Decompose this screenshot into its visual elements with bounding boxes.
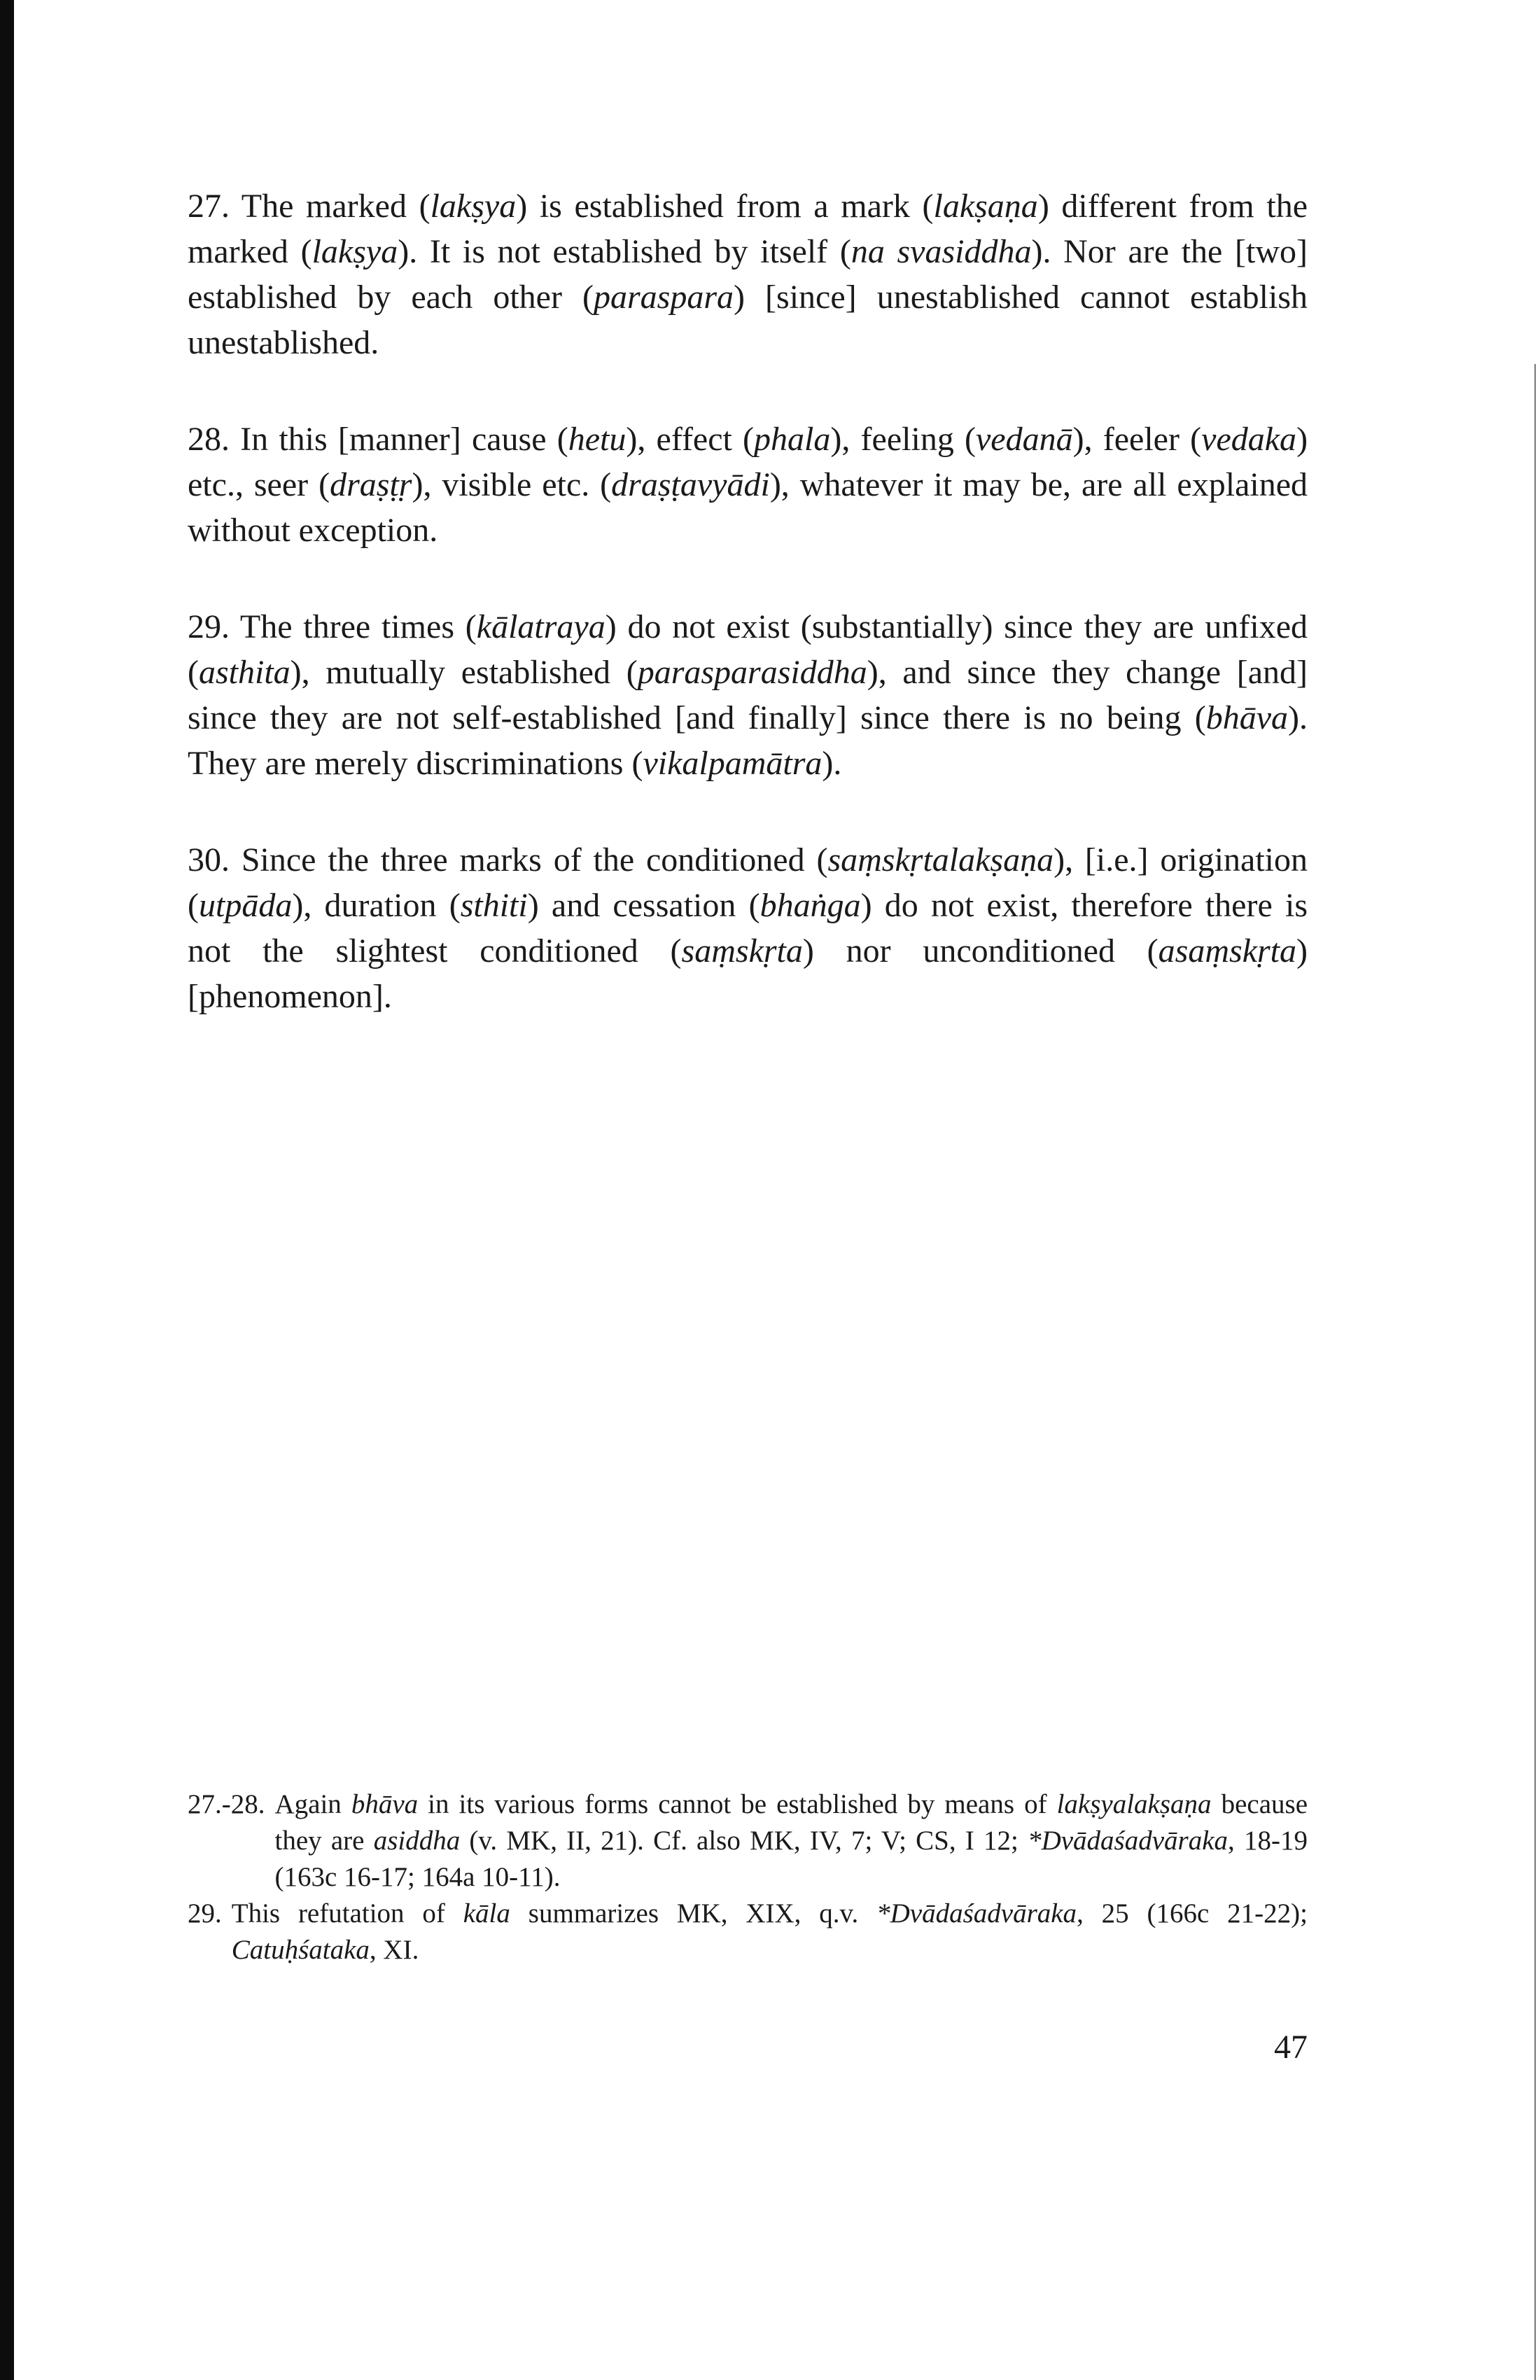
- verse-text: The three times (kālatraya) do not exist (substantially) since they are unfixed (asthita), mutually established (parasparasiddha), and since they change [and] since they are not self-established [and finally] since there is no being (bhāva). They are merely discriminations (vikalpamātra).: [188, 608, 1308, 782]
- footnote-text: This refutation of kāla summarizes MK, XIX, q.v. *Dvādaśadvāraka, 25 (166c 21-22); Catuḥśataka, XI.: [231, 1898, 1308, 1965]
- verse-27: [188, 183, 1308, 365]
- footnote-27-28: [188, 1786, 1308, 1896]
- footnote-number: 29.: [188, 1898, 222, 1928]
- footnote-29: [188, 1896, 1308, 1968]
- verse-text: Since the three marks of the conditioned (saṃskṛtalakṣaṇa), [i.e.] origination (utpāda), duration (sthiti) and cessation (bhaṅga) do not exist, therefore there is not the slightest conditioned (saṃskṛta) nor unconditioned (asaṃskṛta) [phenomenon].: [188, 841, 1308, 1015]
- scan-edge-shadow: [0, 0, 14, 2380]
- footnote-text: Again bhāva in its various forms cannot be established by means of lakṣyalakṣaṇa because they are asiddha (v. MK, II, 21). Cf. also MK, IV, 7; V; CS, I 12; *Dvādaśadvāraka, 18-19 (163c 16-17; 164a 10-11).: [274, 1789, 1308, 1892]
- footnote-number: 27.-28.: [188, 1789, 265, 1819]
- verse-29: [188, 604, 1308, 786]
- verse-number: 29.: [188, 608, 230, 645]
- verse-number: 27.: [188, 188, 230, 225]
- verse-28: [188, 416, 1308, 553]
- verse-number: 28.: [188, 421, 230, 458]
- verse-text: In this [manner] cause (hetu), effect (phala), feeling (vedanā), feeler (vedaka) etc., seer (draṣṭṛ), visible etc. (draṣṭavyādi), whatever it may be, are all explained without exception.: [188, 421, 1308, 549]
- page-edge-rule: [1534, 364, 1536, 2380]
- verse-30: [188, 837, 1308, 1019]
- verse-text: The marked (lakṣya) is established from a mark (lakṣaṇa) different from the marked (lakṣya). It is not established by itself (na svasiddha). Nor are the [two] established by each other (paraspara) [since] unestablished cannot establish unestablished.: [188, 188, 1308, 361]
- footnotes: [188, 1786, 1308, 1968]
- main-text: [188, 183, 1308, 1070]
- page-number: 47: [1274, 2029, 1308, 2066]
- verse-number: 30.: [188, 841, 230, 878]
